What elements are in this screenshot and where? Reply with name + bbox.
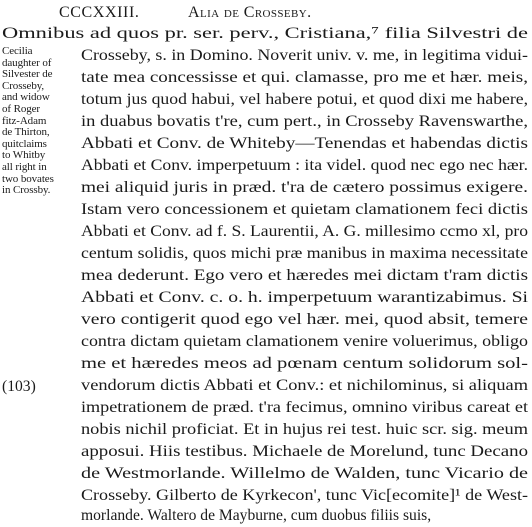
charter-text-line: Abbati et Conv. imperpetuum : ita videl. quod nec ego nec hær. xyxy=(81,157,528,174)
charter-text-line: Crosseby, s. in Domino. Noverit univ. v. me, in legitima vidui- xyxy=(81,47,528,64)
margin-summary-line: Crosseby, xyxy=(2,79,45,92)
margin-summary-line: daughter of xyxy=(2,56,52,69)
charter-text-line: Istam vero concessionem et quietam clamationem feci dictis xyxy=(81,201,528,218)
charter-text-line: de Westmorlande. Willelmo de Walden, tunc Vicario de xyxy=(81,465,528,482)
charter-text-line: vero contigerit quod ego vel hær. mei, quod absit, temere xyxy=(81,311,528,328)
margin-summary xyxy=(2,46,78,197)
charter-text-line: in duabus bovatis t're, cum pert., in Crosseby Ravenswarthe, xyxy=(81,113,528,130)
charter-text-line: Abbati et Conv. ad f. S. Laurentii, A. G. millesimo ccmo xl, pro xyxy=(81,223,528,240)
margin-summary-line: of Roger xyxy=(2,102,40,115)
margin-summary-line: in Crossby. xyxy=(2,184,51,197)
charter-text-line: tate mea concessisse et qui. clamasse, pro me et hær. meis, xyxy=(81,69,528,86)
margin-summary-line: Silvester de xyxy=(2,68,53,81)
margin-summary-line: fitz-Adam xyxy=(2,114,47,127)
charter-text-line: totum jus quod habui, vel habere potui, et quod dixi me habere, xyxy=(81,91,528,108)
margin-summary-line: Cecilia xyxy=(2,45,33,57)
charter-text-line: morlande. Waltero de Mayburne, cum duobus filiis suis, xyxy=(81,507,432,524)
charter-text-line: vendorum dictis Abbati et Conv.: et nichilominus, si aliquam xyxy=(81,377,528,394)
margin-summary-line: quitclaims xyxy=(2,137,47,150)
charter-text-line: Abbati et Conv. de Whiteby—Tenendas et habendas dictis xyxy=(81,135,528,152)
charter-text-line: me et hæredes meos ad pœnam centum solidorum sol- xyxy=(81,355,528,372)
page-marker: (103) xyxy=(2,378,36,395)
margin-summary-line: and widow xyxy=(2,91,50,104)
margin-summary-line: to Whitby xyxy=(2,149,46,162)
charter-text-line: mea dederunt. Ego vero et hæredes mei dictam t'ram dictis xyxy=(81,267,528,284)
charter-number: CCCXXIII. xyxy=(59,4,140,21)
charter-title: Alia de Crosseby. xyxy=(188,4,312,21)
charter-text-line: contra dictam quietam clamationem venire voluerimus, obligo xyxy=(81,333,528,350)
charter-text-line: impetrationem de præd. t'ra fecimus, omnino viribus careat et xyxy=(81,399,528,416)
charter-text-line: Abbati et Conv. c. o. h. imperpetuum warantizabimus. Si xyxy=(81,289,528,306)
charter-text-line: centum solidis, quos michi præ manibus in maxima necessitate xyxy=(81,245,528,262)
charter-text-line: mei aliquid juris in præd. t'ra de cætero possimus exigere. xyxy=(81,179,528,196)
charter-text-line: Crosseby. Gilberto de Kyrkecon', tunc Vic[ecomite]¹ de West- xyxy=(81,487,528,504)
margin-summary-line: all right in xyxy=(2,160,47,173)
charter-text-line: apposui. Hiis testibus. Michaele de Morelund, tunc Decano xyxy=(81,443,528,460)
charter-text-line: Omnibus ad quos pr. ser. perv., Cristiana,⁷ filia Silvestri de xyxy=(2,25,528,42)
margin-summary-line: two bovates xyxy=(2,172,54,185)
margin-summary-line: de Thirton, xyxy=(2,126,50,139)
charter-text-line: nobis nichil proficiat. Et in hujus rei test. huic scr. sig. meum xyxy=(81,421,528,438)
